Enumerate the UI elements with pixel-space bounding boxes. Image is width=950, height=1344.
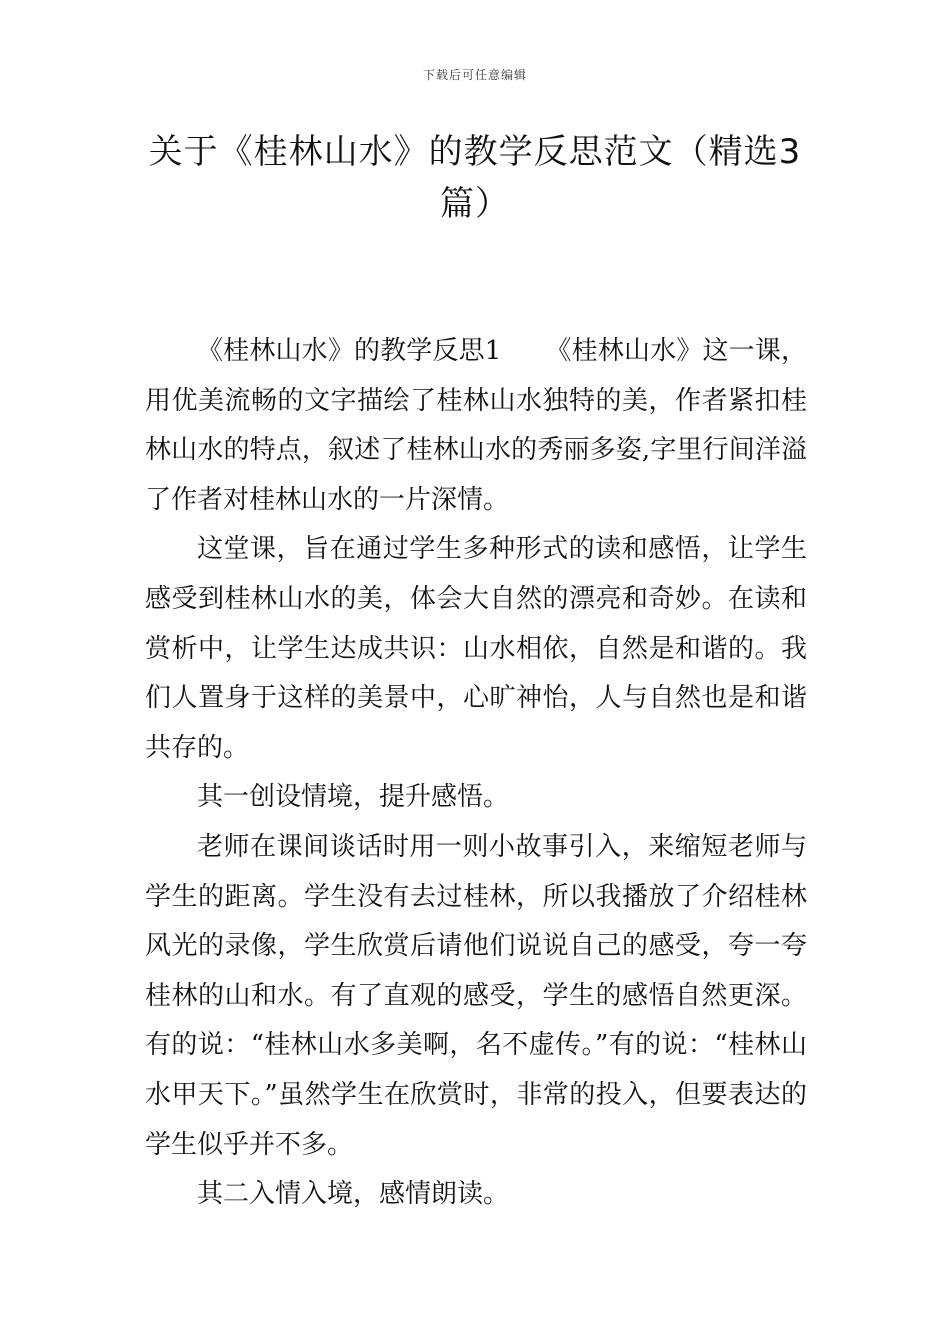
paragraph-1-text: 《桂林山水》这一课，用优美流畅的文字描绘了桂林山水独特的美，作者紧扣桂林山水的特点，叙述了桂林山水的秀丽多姿,字里行间洋溢了作者对桂林山水的一片深情。 bbox=[145, 336, 807, 515]
paragraph-3: 其一创设情境，提升感悟。 bbox=[197, 782, 510, 813]
paragraph-4: 老师在课间谈话时用一则小故事引入，来缩短老师与学生的距离。学生没有去过桂林，所以我播放了介绍桂林风光的录像，学生欣赏后请他们说说自己的感受，夸一夸桂林的山和水。有了直观的感受，学生的感悟自然更深。有的说：“桂林山水多美啊，名不虚传。”有的说：“桂林山水甲天下。”虽然学生在欣赏时，非常的投入，但要表达的学生似乎并不多。 bbox=[145, 831, 807, 1160]
paragraph-2: 这堂课，旨在通过学生多种形式的读和感悟，让学生感受到桂林山水的美，体会大自然的漂亮和奇妙。在读和赏析中，让学生达成共识：山水相依，自然是和谐的。我们人置身于这样的美景中，心旷神怡，人与自然也是和谐共存的。 bbox=[145, 534, 807, 763]
paragraph-5: 其二入情入境，感情朗读。 bbox=[197, 1179, 510, 1210]
document-body bbox=[145, 327, 807, 1220]
paragraph-1 bbox=[145, 327, 807, 525]
download-note: 下载后可任意编辑 bbox=[422, 68, 527, 82]
section-heading-1: 《桂林山水》的教学反思1 bbox=[197, 336, 502, 366]
document-title: 关于《桂林山水》的教学反思范文（精选3篇） bbox=[148, 132, 802, 224]
